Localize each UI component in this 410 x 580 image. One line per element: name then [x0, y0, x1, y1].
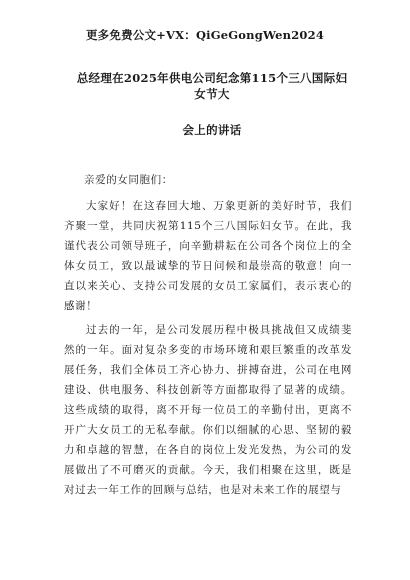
document-title-line-2: 会上的讲话 — [182, 123, 242, 137]
document-title-line-1: 总经理在2025年供电公司纪念第115个三八国际妇女节大 — [76, 71, 348, 101]
paragraph-1: 大家好！在这春回大地、万象更新的美好时节，我们齐聚一堂，共同庆祝第115个三八国际妇女节。在此，我谨代表公司领导班子，向辛勤耕耘在公司各个岗位上的全体女员工，致以最诚挚的节日问候和最崇高的敬意！向一直以来关心、支持公司发展的女员工家属们，表示衷心的感谢！ — [64, 200, 352, 312]
header-promo-line: 更多免费公文+VX：QiGeGongWen2024 — [85, 28, 325, 42]
paragraph-2: 过去的一年，是公司发展历程中极具挑战但又成绩斐然的一年。面对复杂多变的市场环境和艰巨繁重的改革发展任务，我们全体员工齐心协力、拼搏奋进，公司在电网建设、供电服务、科技创新等方面都取得了显著的成绩。这些成绩的取得，离不开每一位员工的辛勤付出，更离不开广大女员工的无私奉献。你们以细腻的心思、坚韧的毅力和卓越的智慧，在各自的岗位上发光发热，为公司的发展做出了不可磨灭的贡献。今天，我们相聚在这里，既是对过去一年工作的回顾与总结，也是对未来工作的展望与 — [64, 324, 352, 496]
document-body — [64, 170, 352, 504]
salutation: 亲爱的女同胞们： — [84, 174, 173, 186]
